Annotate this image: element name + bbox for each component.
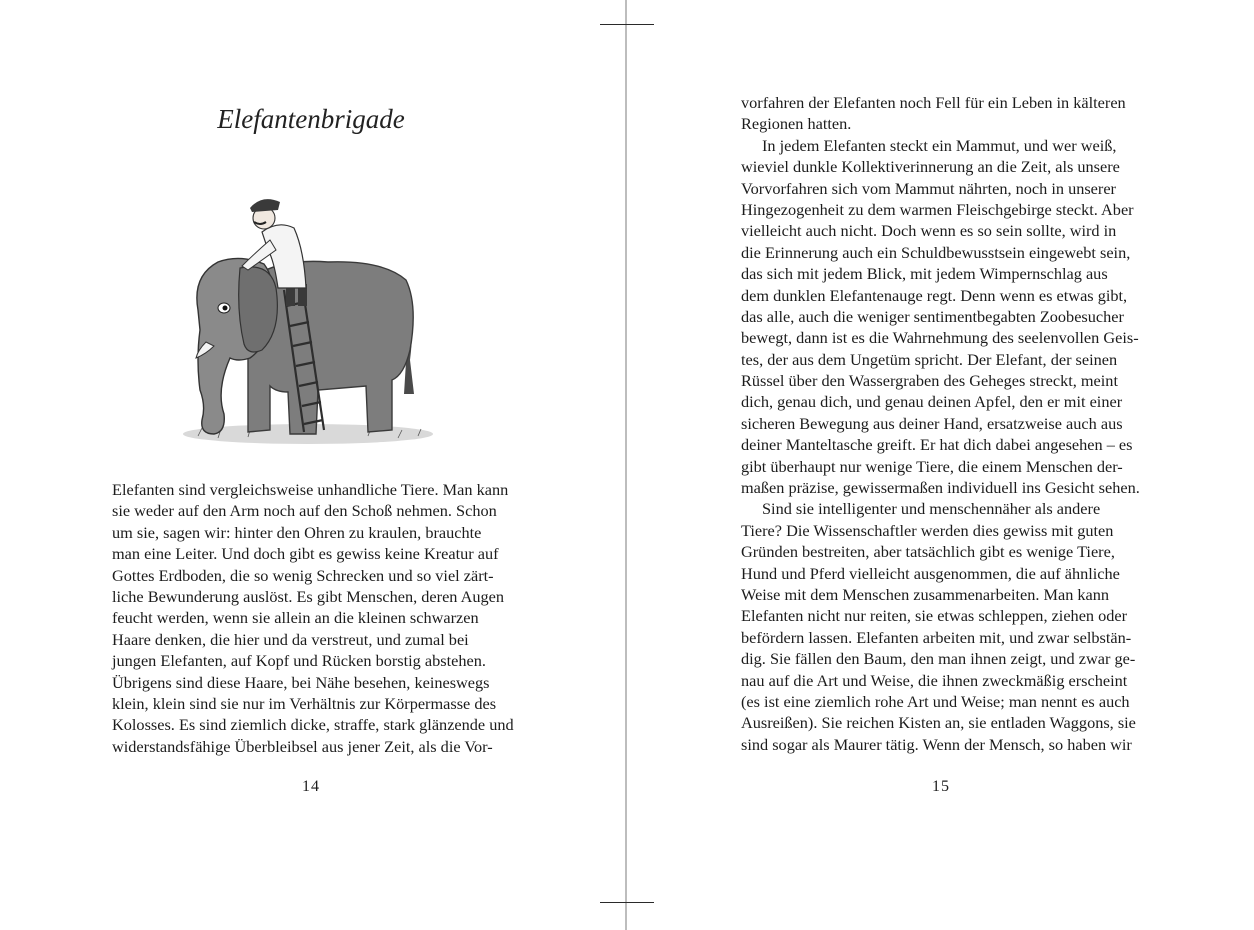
- text-line: Gottes Erdboden, die so wenig Schrecken und so viel zärt-: [112, 565, 494, 585]
- page-number-left: 14: [302, 778, 320, 795]
- text-line: Haare denken, die hier und da verstreut, und zumal bei: [112, 629, 469, 649]
- text-line: dem dunklen Elefantenauge regt. Denn wenn es etwas gibt,: [741, 285, 1128, 305]
- text-line: Übrigens sind diese Haare, bei Nähe besehen, keineswegs: [112, 672, 490, 692]
- text-line: Ausreißen). Sie reichen Kisten an, sie entladen Waggons, sie: [741, 713, 1136, 733]
- text-line: widerstandsfähige Überbleibsel aus jener Zeit, als die Vor-: [112, 736, 493, 756]
- text-line: vielleicht auch nicht. Doch wenn es so sein sollte, wird in: [741, 221, 1117, 241]
- book-gutter: [625, 0, 627, 930]
- elephant-zookeeper-illustration: [178, 180, 440, 452]
- text-line: sicheren Bewegung aus deiner Hand, ersatzweise auch aus: [741, 413, 1123, 433]
- text-line: das alle, auch die weniger sentimentbegabten Zoobesucher: [741, 306, 1124, 326]
- text-line: Hingezogenheit zu dem warmen Fleischgebirge steckt. Aber: [741, 199, 1134, 219]
- text-line: Regionen hatten.: [741, 114, 852, 134]
- text-line: klein, klein sind sie nur im Verhältnis zur Körpermasse des: [112, 693, 497, 713]
- text-line: feucht werden, wenn sie allein an die kleinen schwarzen: [112, 608, 479, 628]
- text-line: befördern lassen. Elefanten arbeiten mit, und zwar selbstän-: [741, 627, 1132, 647]
- text-line: Weise mit dem Menschen zusammenarbeiten. Man kann: [741, 584, 1110, 604]
- text-line: bewegt, dann ist es die Wahrnehmung des seelenvollen Geis-: [741, 328, 1139, 348]
- crop-mark-top: [600, 24, 654, 25]
- chapter-title: Elefantenbrigade: [217, 104, 405, 134]
- text-line: Vorvorfahren sich vom Mammut nährten, noch in unserer: [741, 178, 1116, 198]
- text-line: (es ist eine ziemlich rohe Art und Weise; man nennt es auch: [741, 691, 1130, 711]
- text-line: Rüssel über den Wassergraben des Geheges streckt, meint: [741, 371, 1118, 391]
- left-page-body: [112, 479, 512, 757]
- right-page-body: [741, 92, 1141, 755]
- text-line: Hund und Pferd vielleicht ausgenommen, die auf ähnliche: [741, 563, 1120, 583]
- text-line: nau auf die Art und Weise, die ihnen zweckmäßig erscheint: [741, 670, 1128, 690]
- text-line: Sind sie intelligenter und menschennäher als andere: [762, 499, 1101, 519]
- crop-mark-bottom: [600, 902, 654, 903]
- text-line: dig. Sie fällen den Baum, den man ihnen zeigt, und zwar ge-: [741, 649, 1136, 669]
- text-line: das sich mit jedem Blick, mit jedem Wimpernschlag aus: [741, 264, 1108, 284]
- text-line: Elefanten sind vergleichsweise unhandliche Tiere. Man kann: [112, 480, 509, 499]
- text-line: sind sogar als Maurer tätig. Wenn der Mensch, so haben wir: [741, 734, 1132, 754]
- text-line: dich, genau dich, und genau deinen Apfel, den er mit einer: [741, 392, 1123, 412]
- text-line: vorfahren der Elefanten noch Fell für ein Leben in kälteren: [741, 93, 1126, 112]
- text-line: Kolosses. Es sind ziemlich dicke, straffe, stark glänzende und: [112, 715, 514, 735]
- text-line: wieviel dunkle Kollektiverinnerung an die Zeit, als unsere: [741, 157, 1120, 177]
- text-line: Tiere? Die Wissenschaftler werden dies gewiss mit guten: [741, 520, 1114, 540]
- text-line: man eine Leiter. Und doch gibt es gewiss keine Kreatur auf: [112, 544, 499, 564]
- text-line: liche Bewunderung auslöst. Es gibt Menschen, deren Augen: [112, 586, 505, 606]
- text-line: Elefanten nicht nur reiten, sie etwas schleppen, ziehen oder: [741, 606, 1128, 626]
- page-number-right: 15: [932, 778, 950, 795]
- text-line: die Erinnerung auch ein Schuldbewusstsein eingewebt sein,: [741, 242, 1131, 262]
- text-line: sie weder auf den Arm noch auf den Schoß nehmen. Schon: [112, 501, 497, 521]
- text-line: gibt überhaupt nur wenige Tiere, die einem Menschen der-: [741, 456, 1123, 476]
- text-line: um sie, sagen wir: hinter den Ohren zu kraulen, brauchte: [112, 522, 482, 542]
- text-line: In jedem Elefanten steckt ein Mammut, und wer weiß,: [762, 135, 1117, 155]
- text-line: maßen präzise, gewissermaßen individuell ins Gesicht sehen.: [741, 478, 1140, 498]
- text-line: jungen Elefanten, auf Kopf und Rücken borstig abstehen.: [112, 651, 486, 671]
- text-line: deiner Manteltasche greift. Er hat dich dabei angesehen – es: [741, 435, 1133, 455]
- text-line: Gründen bestreiten, aber tatsächlich gibt es wenige Tiere,: [741, 542, 1115, 562]
- text-line: tes, der aus dem Ungetüm spricht. Der Elefant, der seinen: [741, 349, 1118, 369]
